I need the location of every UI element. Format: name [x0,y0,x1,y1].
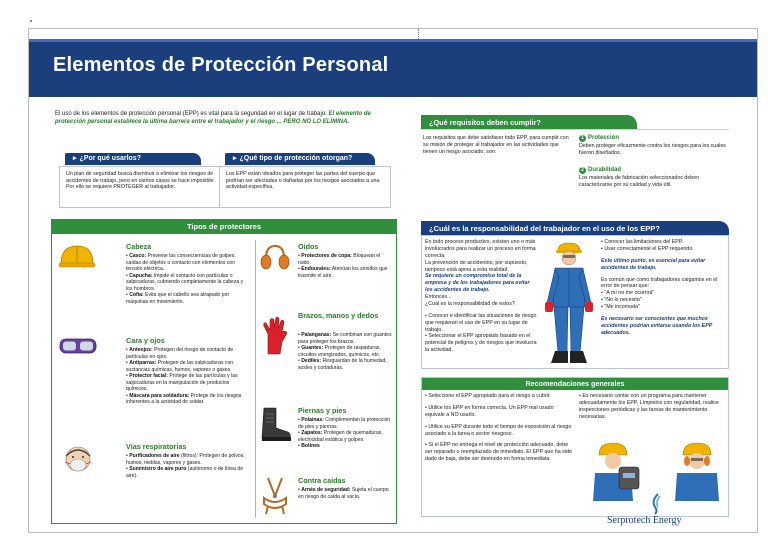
header-strip [29,39,758,42]
intro-paragraph [55,111,395,127]
harness-icon [258,476,292,516]
welder-icon [585,439,643,501]
number-badge: 2 [579,167,586,174]
worker-figure-icon [541,241,597,367]
cat-vias-title: Vías respiratorias [126,442,187,451]
recommendations-left: • Seleccione el EPP apropiado para el riesgo a cubrir. • Utilice los EPP en forma correcta. Un EPP mal usado equivale a NO usarlo. • Utilice su EPP durante todo el tiempo de exposición al riesgo asociado a la tarea o sector riesgoso. • Si el EPP no entrega el nivel de protección adecuado, debe ser reparado o reemplazado de inmediato. El EPP que ha sido dado de baja, debe ser destruido en forma inmediata. [425,393,572,463]
types-panel [51,219,397,524]
boot-icon [258,406,292,442]
cat-caidas-title: Contra caídas [298,476,346,485]
intro-plain: El uso de los elementos de protección personal (EPP) es vital para la seguridad en el lugar de trabajo. [55,111,329,117]
cat-cabeza-list [126,253,250,305]
list-item: • Antiparras: Protegen de las salpicaduras con sustancias químicas, humos, vapores o gases. [126,360,234,373]
responsibility-left: En todo proceso productivo, existen uno o más involucrados para realizar un proceso en forma correcta. La prevención de accidentes, por supuesto, tampoco está ajena a esta realidad. Se requiere un compromiso total de la empresa y de los trabajadores para evitar los accidentes de trabajo. Entonces... ¿Cuál es la responsabilidad de estos? • Conocer e identificar las situaciones de riesgo que requieran el uso de EPP en su lugar de trabajo. • Seleccionar el EPP apropiado basado en el potencial de peligros y de riesgos que involucra la actividad. [425,239,537,354]
cat-cara-title: Cara y ojos [126,336,165,345]
helmet-icon [58,244,96,270]
page-title: Elementos de Protección Personal [53,54,389,76]
responsibility-right: • Conocer las limitaciones del EPP. • Usar correctamente el EPP requerido. Este último punto, es esencial para evitar accidentes de trabajo. Es común que como trabajadores caigamos en el error de pensar que: • "A mí no me ocurrirá" • "No lo necesito" • "Me incomoda" Es necesario ser conscientes que muchos accidentes podrían evitarse usando los EPP adecuados. [601,239,718,336]
types-divider [255,240,256,518]
number-badge: 1 [579,135,586,142]
earmuffs-icon [260,244,290,272]
requirement-2: 2 Durabilidad Los materiales de fabricación seleccionados deben caracterizarse por su calidad y vida útil. [579,167,700,188]
why-badge: ▸ ¿Por qué usarlos? [65,153,201,165]
intro-emphasis: El elemento de protección personal establece la última barrera entre el trabajador y el riesgo ... PERO NO LO ELIMINA. [55,111,371,125]
list-item: • Anteojos: Protegen del riesgo de contacto de partículas en ojos. [126,347,234,360]
list-item: • Capucha: Impide el contacto con partículas o salpicaduras, cubriendo completamente la cabeza y los hombros. [126,272,244,292]
responsibility-heading: ¿Cuál es la responsabilidad del trabajador en el uso de los EPP? [421,221,729,235]
respirator-icon [60,444,96,480]
cat-oidos-list [298,253,392,279]
types-heading: Tipos de protectores [52,220,396,234]
corner-mark [30,20,32,22]
worker-earmuffs-icon [669,439,725,501]
list-item: • Cofia: Evita que el cabello sea atrapado por máquinas en movimiento. [126,292,230,305]
requirement-1: 1 Protección Deben proteger eficazmente contra los riesgos para los cuales fueron diseñados. [579,135,726,156]
brand-name: Serprotech Energy [607,515,682,526]
list-item: • Palanganas: Se combinan con guantes para proteger los brazos. [298,332,392,345]
recommendations-right: • Es necesario contar con un programa para mantener adecuadamente los EPP. Límpielos con regularidad, realice inspecciones periódicas y las tareas de mantenimiento necesarias. [579,393,719,420]
cat-oidos-title: Oídos [298,242,319,251]
cat-brazos-title: Brazos, manos y dedos [298,311,379,320]
what-text: Los EPP están ideados para proteger las partes del cuerpo que podrían ser afectadas o dañadas por los riesgos asociados a una actividad específica. [226,171,380,191]
cat-piernas-list [298,417,392,450]
goggles-icon [58,336,98,356]
brochure-page [28,28,758,533]
what-box [219,166,391,208]
why-text: Un plan de seguridad busca disminuir o eliminar los riesgos de accidentes de trabajo, pero en ciertos casos se hace imposible. Por ello se requiere PROTEGER al trabajador. [66,171,215,191]
what-badge: ▸ ¿Qué tipo de protección otorgan? [225,153,375,165]
cat-cabeza-title: Cabeza [126,242,152,251]
list-item: • Polainas: Complementan la protección de pies y piernas. [298,417,391,430]
list-item: • Guantes: Protegen de raspaduras, circuitos energizados, químicos, etc. [298,345,381,358]
glove-icon [260,316,290,356]
list-item: • Protectores de copa: Bloquean el ruido. [298,253,381,266]
cat-brazos-list [298,332,392,371]
recommendations-heading: Recomendaciones generales [422,378,728,390]
header-banner [29,39,758,97]
cat-piernas-title: Piernas y pies [298,406,347,415]
list-item: • Endourales: Atenúan los sonidos que trasmite el aire. [298,266,388,279]
list-item: • Zapatos: Protegen de quemaduras, electricidad estática y golpes. [298,430,383,443]
list-item: • Casco: Previene las consecuencias de golpes, caídas de objetos o contacto con elementos con tensión eléctrica. [126,253,236,273]
list-item: • Protector facial: Protege de las partículas y las salpicaduras en la manipulación de productos químicos. [126,373,238,393]
list-item: • Dediles: Resguardan de la humedad, sosles y cortaduras. [298,358,387,371]
requirements-intro: Los requisitos que debe satisfacer todo EPP, para cumplir con su misión de proteger al trabajador en las actividades que tienen un riesgo asociado, son: [423,135,569,155]
cat-caidas-list [298,487,392,500]
list-item: • Arnés de seguridad: Sujeta el cuerpo en riesgo de caída al vacío. [298,487,389,500]
cat-vias-list [126,453,250,479]
requirements-heading: ¿Qué requisitos deben cumplir? [421,115,637,129]
why-box [59,166,225,208]
list-item: • Purificadores de aire (filtros): Protegen de polvos, humos, nieblas, vapores y gases. [126,453,245,466]
cat-cara-list [126,347,250,406]
list-item: • Botines [298,443,320,450]
divider [421,129,729,130]
list-item: • Máscara para soldadura: Protege de los riesgos inherentes a la actividad de soldar. [126,392,242,406]
list-item: • Suministro de aire puro (autónomo o de línea de aire). [126,466,244,479]
brand-logo-icon [649,493,665,515]
